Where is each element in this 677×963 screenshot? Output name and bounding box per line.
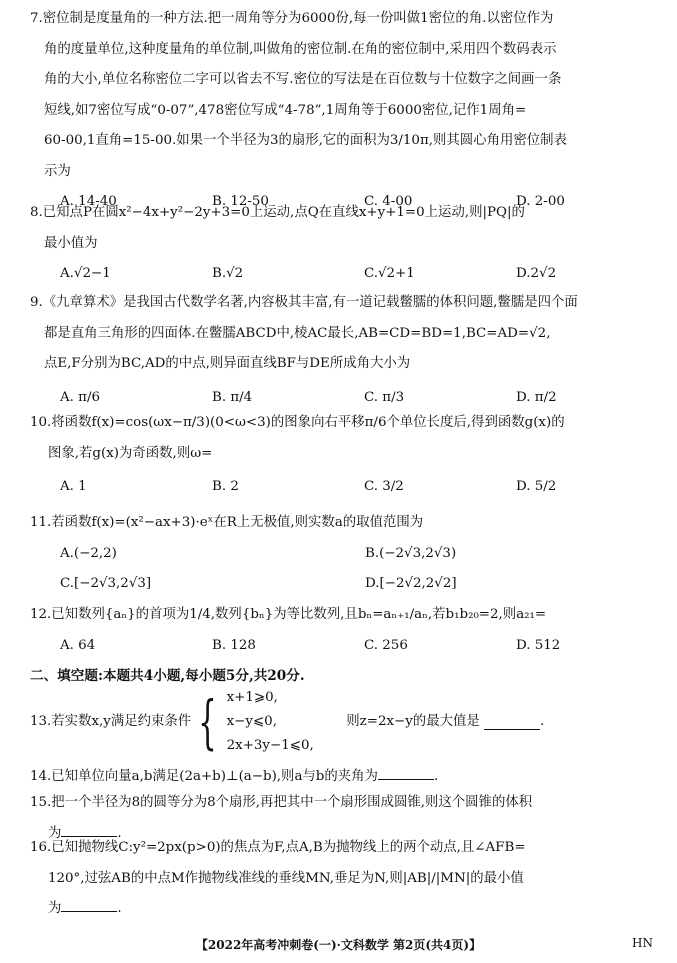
option-c[interactable]: C.[−2√3,2√3] bbox=[60, 576, 152, 591]
brace-icon: { bbox=[198, 688, 218, 756]
option-c[interactable]: C. 4-00 bbox=[364, 194, 413, 209]
q9-line: 都是直角三角形的四面体.在鳖臑ABCD中,棱AC最长,AB=CD=BD=1,BC=AD=√2, bbox=[44, 325, 551, 341]
option-b[interactable]: B.√2 bbox=[212, 266, 244, 281]
option-d[interactable]: D. 5/2 bbox=[516, 479, 557, 494]
q7-line: 7.密位制是度量角的一种方法.把一周角等分为6000份,每一份叫做1密位的角.以密位作为 bbox=[30, 11, 554, 26]
q10-line: 10.将函数f(x)=cos(ωx−π/3)(0<ω<3)的图象向右平移π/6个单位长度后,得到函数g(x)的 bbox=[30, 415, 565, 430]
q13-prefix: 13.若实数x,y满足约束条件 bbox=[30, 714, 192, 729]
q7-line: 示为 bbox=[44, 163, 71, 179]
q7-line: 角的大小,单位名称密位二字可以省去不写.密位的写法是在百位数与十位数字之间画一条 bbox=[44, 72, 562, 87]
q14-text: 14.已知单位向量a,b满足(2a+b)⊥(a−b),则a与b的夹角为 bbox=[30, 769, 378, 784]
q7-line: 角的度量单位,这种度量角的单位制,叫做角的密位制.在角的密位制中,采用四个数码表示 bbox=[44, 41, 557, 57]
option-d[interactable]: D.2√2 bbox=[516, 266, 557, 281]
q9-line: 点E,F分别为BC,AD的中点,则异面直线BF与DE所成角大小为 bbox=[44, 356, 411, 371]
q16-line: 为 bbox=[48, 901, 62, 916]
question-12 bbox=[30, 600, 663, 661]
option-d[interactable]: D. 512 bbox=[516, 637, 561, 653]
q15-line: 为 bbox=[48, 825, 62, 841]
q11-options-row2 bbox=[30, 569, 663, 600]
option-a[interactable]: A. 14-40 bbox=[60, 194, 117, 209]
q8-line: 8.已知点P在圆x²−4x+y²−2y+3=0上运动,点Q在直线x+y+1=0上运动,则|PQ|的 bbox=[30, 205, 525, 220]
option-c[interactable]: C. 256 bbox=[364, 637, 408, 653]
q10-options bbox=[30, 469, 663, 505]
option-b[interactable]: B. 12-50 bbox=[212, 194, 269, 209]
q8-options bbox=[30, 259, 663, 290]
q13-suffix: 则z=2x−y的最大值是 bbox=[346, 714, 480, 729]
question-11 bbox=[30, 508, 663, 600]
option-a[interactable]: A. 64 bbox=[60, 637, 96, 653]
option-a[interactable]: A. π/6 bbox=[60, 389, 101, 405]
option-a[interactable]: A.(−2,2) bbox=[60, 545, 117, 561]
question-9 bbox=[30, 288, 663, 416]
q16-line: 120°,过弦AB的中点M作抛物线准线的垂线MN,垂足为N,则|AB|/|MN|的最小值 bbox=[48, 870, 524, 886]
option-d[interactable]: D.[−2√2,2√2] bbox=[365, 576, 457, 591]
question-13: 13.若实数x,y满足约束条件 { x+1⩾0, x−y⩽0, 2x+3y−1⩽0, 则z=2x−y的最大值是 . bbox=[30, 688, 545, 756]
page-footer: 【2022年高考冲刺卷(一)·文科数学 第2页(共4页)】 bbox=[195, 938, 482, 952]
question-15: 15.把一个半径为8的圆等分为8个扇形,再把其中一个扇形围成圆锥,则这个圆锥的体积 为 . bbox=[30, 788, 663, 849]
q7-line: 60-00,1直角=15-00.如果一个半径为3的扇形,它的面积为3/10π,则其圆心角用密位制表 bbox=[44, 133, 567, 148]
answer-blank[interactable] bbox=[61, 897, 117, 912]
constraint-system bbox=[227, 686, 314, 758]
q12-options bbox=[30, 631, 663, 662]
q10-line: 图象,若g(x)为奇函数,则ω= bbox=[48, 445, 213, 461]
option-b[interactable]: B. π/4 bbox=[212, 389, 253, 405]
q11-options-row1 bbox=[30, 539, 663, 570]
section-heading: 二、填空题:本题共4小题,每小题5分,共20分. bbox=[30, 668, 305, 684]
constraint: 2x+3y−1⩽0, bbox=[226, 738, 314, 753]
q12-line: 12.已知数列{aₙ}的首项为1/4,数列{bₙ}为等比数列,且bₙ=aₙ₊₁/aₙ,若b₁b₂₀=2,则a₂₁= bbox=[30, 607, 547, 622]
q9-line: 9.《九章算术》是我国古代数学名著,内容极其丰富,有一道记载鳖臑的体积问题,鳖臑是四个面 bbox=[30, 295, 578, 310]
answer-blank[interactable] bbox=[484, 715, 540, 730]
q16-line: 16.已知抛物线C:y²=2px(p>0)的焦点为F,点A,B为抛物线上的两个动点,且∠AFB= bbox=[30, 840, 526, 855]
option-c[interactable]: C. π/3 bbox=[364, 389, 405, 405]
option-c[interactable]: C. 3/2 bbox=[364, 479, 404, 494]
option-b[interactable]: B. 2 bbox=[212, 479, 239, 494]
question-14: 14.已知单位向量a,b满足(2a+b)⊥(a−b),则a与b的夹角为 . bbox=[30, 762, 663, 793]
option-b[interactable]: B.(−2√3,2√3) bbox=[365, 545, 457, 561]
q11-line: 11.若函数f(x)=(x²−ax+3)·eˣ在R上无极值,则实数a的取值范围为 bbox=[30, 515, 424, 530]
answer-blank[interactable] bbox=[378, 765, 434, 780]
q7-line: 短线,如7密位写成“0-07”,478密位写成“4-78”,1周角等于6000密位,记作1周角= bbox=[44, 102, 527, 118]
question-10 bbox=[30, 408, 663, 505]
option-a[interactable]: A. 1 bbox=[60, 479, 87, 494]
constraint: x+1⩾0, bbox=[226, 690, 278, 705]
option-a[interactable]: A.√2−1 bbox=[60, 266, 111, 281]
constraint: x−y⩽0, bbox=[226, 714, 277, 729]
q15-line: 15.把一个半径为8的圆等分为8个扇形,再把其中一个扇形围成圆锥,则这个圆锥的体积 bbox=[30, 795, 533, 810]
option-b[interactable]: B. 128 bbox=[212, 637, 256, 653]
option-d[interactable]: D. 2-00 bbox=[516, 194, 565, 209]
option-d[interactable]: D. π/2 bbox=[516, 389, 557, 405]
question-8 bbox=[30, 198, 663, 290]
question-16: 16.已知抛物线C:y²=2px(p>0)的焦点为F,点A,B为抛物线上的两个动点,且∠AFB= 120°,过弦AB的中点M作抛物线准线的垂线MN,垂足为N,则|AB|/|MN|的最小值 为 . bbox=[30, 833, 663, 925]
option-c[interactable]: C.√2+1 bbox=[364, 266, 415, 281]
footer-code: HN bbox=[632, 936, 653, 950]
q8-line: 最小值为 bbox=[44, 235, 98, 251]
question-7 bbox=[30, 4, 663, 218]
